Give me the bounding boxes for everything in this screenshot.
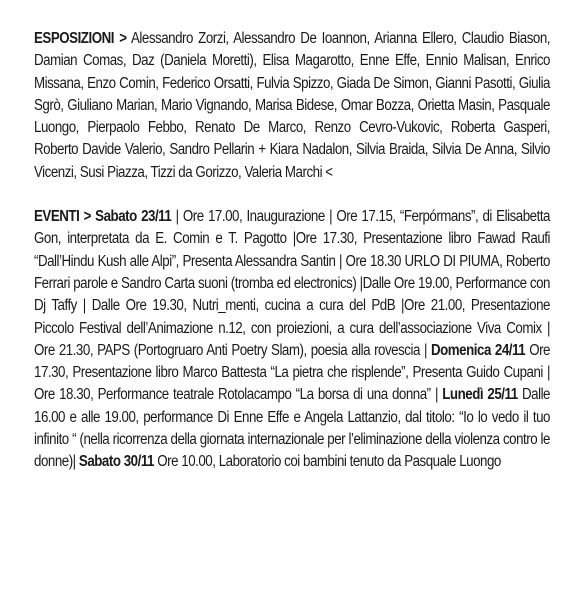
day-text-sabato-30: Ore 10.00, Laboratorio coi bambini tenuto da Pasquale Luongo [153, 453, 501, 471]
esposizioni-paragraph [34, 28, 550, 184]
day-label-domenica-24: Domenica 24/11 [426, 341, 526, 359]
eventi-heading: EVENTI > [34, 208, 91, 226]
program-text [34, 28, 550, 474]
day-text-sabato-23: | Ore 17.00, Inaugurazione | Ore 17.15, “Ferpórmans”, di Elisabetta Gon, interpretata da E. Comin e T. Pagotto |Ore 17.30, Presentazione libro Fawad Raufi “Dall’Hindu Kush alle Alpi”, Presenta Alessandra Santin | Ore 18.30 URLO DI PIUMA, Roberto Ferrari parole e Sandro Carta suoni (tromba ed electronics) |Dalle Ore 19.00, Performance con Dj Taffy | Dalle Ore 19.30, Nutri_menti, cucina a cura del PdB |Ore 21.00, Presentazione Piccolo Festival dell’Animazione n.12, con proiezioni, a cura dell’associazione Viva Comix | Ore 21.30, PAPS (Portogruaro Anti Poetry Slam), poesia alla rovescia | [34, 208, 551, 359]
day-label-sabato-30: Sabato 30/11 [75, 453, 154, 471]
day-label-sabato-23: Sabato 23/11 [90, 208, 172, 226]
day-text-domenica-24: Ore 17.30, Presentazione libro Marco Battesta “La pietra che risplende”, Presenta Guido Cupani | Ore 18.30, Performance teatrale Rotolacampo “La borsa di una donna” | [34, 341, 550, 404]
esposizioni-artists: Alessandro Zorzi, Alessandro De Ioannon, Arianna Ellero, Claudio Biason, Damian Comas, Daz (Daniela Moretti), Elisa Magarotto, Enne Effe, Ennio Malisan, Enrico Missana, Enzo Comin, Federico Orsatti, Fulvia Spizzo, Giada De Simon, Gianni Pasotti, Giulia Sgrò, Giuliano Marian, Mario Vignando, Marisa Bidese, Omar Bozza, Orietta Masin, Pasquale Luongo, Pierpaolo Febbo, Renato De Marco, Renzo Cevro-Vukovic, Roberta Gasperi, Roberto Davide Valerio, Sandro Pellarin + Kiara Nadalon, Silvia Braida, Silvia De Anna, Silvio Vicenzi, Susi Piazza, Tizzi da Gorizzo, Valeria Marchi < [34, 30, 551, 181]
esposizioni-heading: ESPOSIZIONI > [34, 30, 127, 47]
eventi-paragraph [34, 206, 550, 474]
day-text-lunedi-25: Dalle 16.00 e alle 19.00, performance Di Enne Effe e Angela Lattanzio, dal titolo: “Io lo vedo il tuo infinito “ (nella ricorrenza della giornata internazionale per l’eliminazione della violenza contro le donne)| [34, 386, 551, 471]
day-label-lunedi-25: Lunedì 25/11 [437, 386, 518, 404]
